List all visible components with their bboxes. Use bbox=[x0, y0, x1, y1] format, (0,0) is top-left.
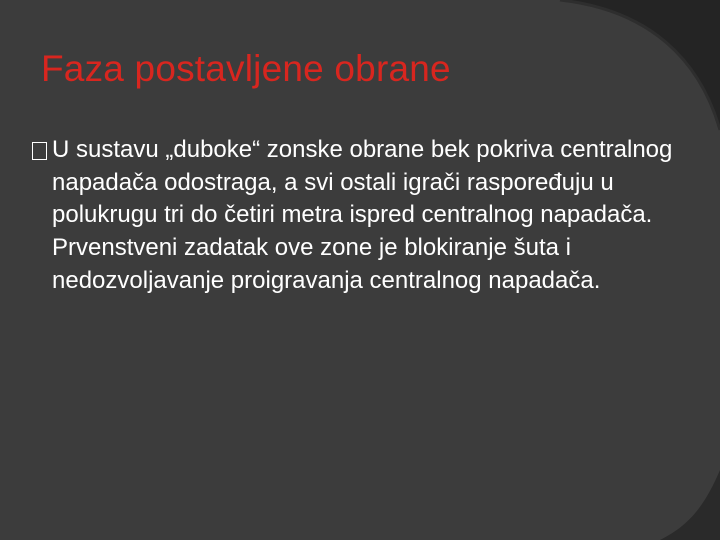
slide-title: Faza postavljene obrane bbox=[41, 48, 451, 89]
bullet-text: U sustavu „duboke“ zonske obrane bek pokriva centralnog napadača odostraga, a svi ostali igrači raspoređuju u polukrugu tri do četiri metra ispred centralnog napadača. Prvenstveni zadatak ove zone je blokiranje šuta i nedozvoljavanje proigravanja centralnog napadača. bbox=[52, 136, 673, 294]
square-bullet-icon bbox=[32, 142, 47, 160]
